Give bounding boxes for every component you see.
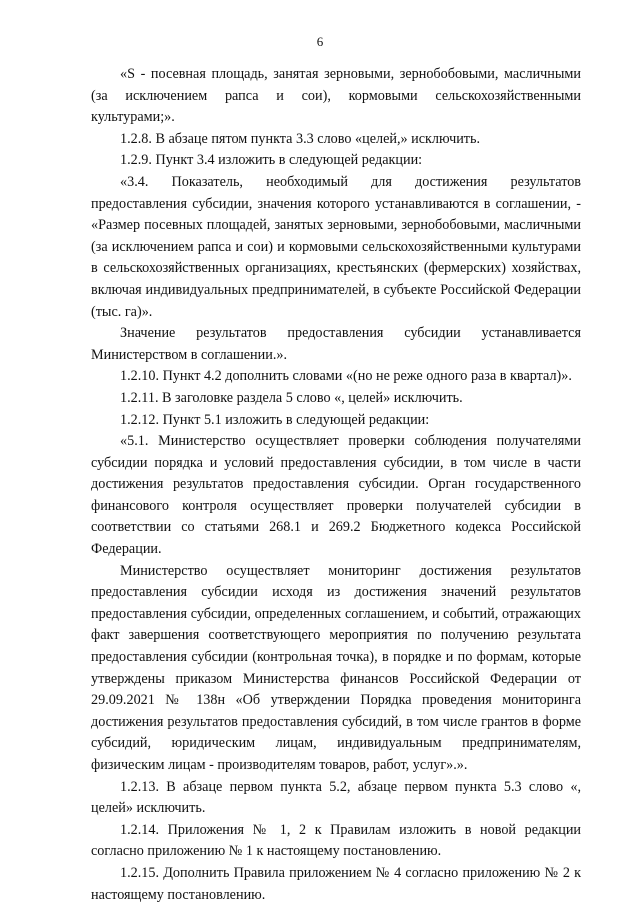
document-body [91,64,581,906]
paragraph-1-2-11: 1.2.11. В заголовке раздела 5 слово «, целей» исключить. [120,389,463,406]
paragraph-1-2-14: 1.2.14. Приложения № 1, 2 к Правилам изложить в новой редакции согласно приложению № 1 к настоящему постановлению. [91,821,581,860]
paragraph-1-2-10: 1.2.10. Пункт 4.2 дополнить словами «(но не реже одного раза в квартал)». [120,368,572,385]
paragraph-3-4-text: «3.4. Показатель, необходимый для достижения результатов предоставления субсидии, значения которого устанавливаются в соглашении, - «Размер посевных площадей, занятых зерновыми, зернобобовыми, масличными (за исключением рапса и сои) и кормовыми сельскохозяйственными культурами в сельскохозяйственных организациях, крестьянских (фермерских) хозяйствах, включая индивидуальных предпринимателей, в субъекте Российской Федерации (тыс. га)». [91,173,581,320]
paragraph-5-1-text: «5.1. Министерство осуществляет проверки соблюдения получателями субсидии порядка и условий предоставления субсидии, в том числе в части достижения результатов предоставления субсидии. Орган государственного финансового контроля осуществляет проверки получателей субсидии в соответствии со статьями 268.1 и 269.2 Бюджетного кодекса Российской Федерации. [91,433,581,558]
paragraph-3-4-value: Значение результатов предоставления субсидии устанавливается Министерством в соглашении.». [91,325,581,363]
paragraph-1-2-9: 1.2.9. Пункт 3.4 изложить в следующей редакции: [120,152,423,169]
page-number: 6 [316,34,324,49]
paragraph-1-2-15: 1.2.15. Дополнить Правила приложением № 4 согласно приложению № 2 к настоящему постановлению. [91,864,581,903]
paragraph-1-2-13: 1.2.13. В абзаце первом пункта 5.2, абзаце первом пункта 5.3 слово «, целей» исключить. [91,778,581,817]
paragraph-formula-definition: «S - посевная площадь, занятая зерновыми, зернобобовыми, масличными (за исключением рапса и сои), кормовыми сельскохозяйственными культурами;». [91,66,581,126]
paragraph-1-2-12: 1.2.12. Пункт 5.1 изложить в следующей редакции: [120,411,430,428]
paragraph-monitoring: Министерство осуществляет мониторинг достижения результатов предоставления субсидии исходя из достижения значений результатов предоставления субсидии, определенных соглашением, и событий, отражающих факт завершения соответствующего мероприятия по получению результата предоставления субсидии (контрольная точка), в порядке и по формам, которые утверждены приказом Министерства финансов Российской Федерации от 29.09.2021 № 138н «Об утверждении Порядка проведения мониторинга достижения результатов предоставления субсидий, в том числе грантов в форме субсидий, юридическим лицам, индивидуальным предпринимателям, физическим лицам - производителям товаров, работ, услуг».». [91,562,581,773]
paragraph-1-2-8: 1.2.8. В абзаце пятом пункта 3.3 слово «целей,» исключить. [120,130,481,147]
